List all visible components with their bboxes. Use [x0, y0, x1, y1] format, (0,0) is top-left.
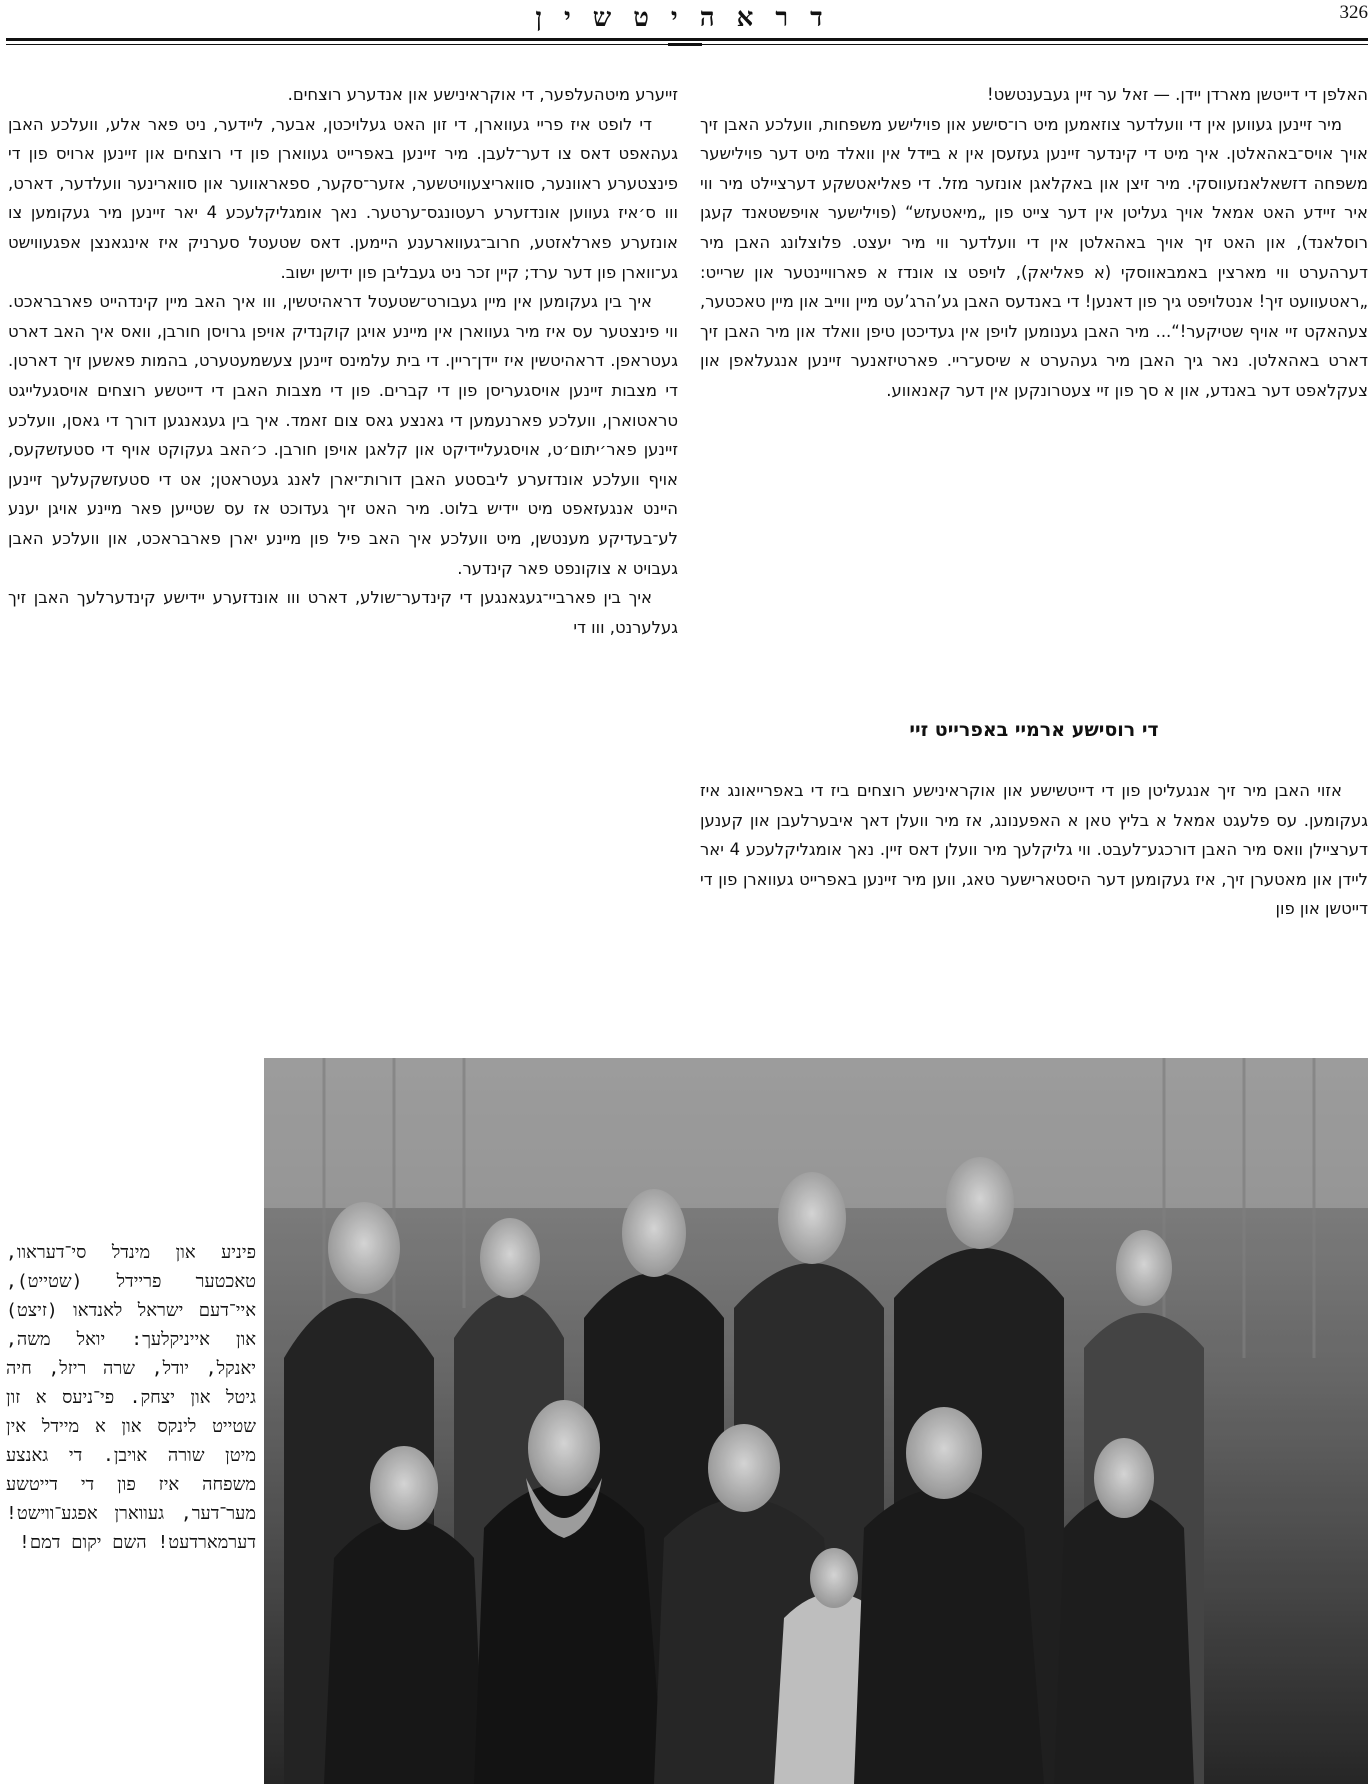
- paragraph: אזוי האבן מיר זיך אנגעליטן פון די דייטשישע און אוקראינישע רוצחים ביז די באפרייאונג איז געקומען. עס פלעגט אמאל א בליץ טאן א האפענונג, אז מיר וועלן דאך איבערלעבן און קענען דערציילן וואס מיר האבן דורכגע־לעבט. ווי גליקלעך מיר וועלן דאס זיין. נאך אומגליקלעכע 4 יאר ליידן און מאטערן זיך, איז געקומען דער היסטארישער טאג, ווען מיר זיינען באפרייט געווארן פון די דייטשן און פון: [700, 781, 1368, 919]
- running-title: דראהיטשין: [535, 3, 845, 33]
- left-column: [8, 80, 678, 1080]
- paragraph: איך בין געקומען אין מיין געבורט־שטעטל דראהיטשין, ווו איך האב מיין קינדהייט פארבראכט. ווי פינצטער עס איז מיר געווארן אין מיינע אויגן קוקנדיק אויפן גרויסן חורבן, וואס איך האב דארט געטראפן. דראהיטשין איז יידן־ריין. די בית עלמינס זיינען צעשמעטערט, בהמות פאשען זיך דארטן. די מצבות זיינען אויסגעריסן פון די קברים. פון די מצבות האבן די דייטשע רוצחים אויסגעלייגט טראטוארן, וועלכע פארנעמען די גאנצע גאס צום זאמד. איך בין געגאנגען דורך די גאסן, וועלכע זיינען פאר׳יתום׳ט, אויסגעליידיקט און קלאגן אויפן חורבן. כ׳האב געקוקט אויף די סטעזשקעס, אויף וועלכע אונדזערע ליבסטע האבן דורות־יארן לאנג געטראטן; אט די סטעזשקעלעך זיינען היינט אנגעזאפט מיט יידיש בלוט. מיר האט זיך געדוכט אז עס שטייען פאר מיינע אויגן יענע לע־בעדיקע מענטשן, מיט וועלכע איך האב פיל פון מיינע יארן פארבראכט, און וועלכע האבן געבויט א צוקונפט פאר קינדער.: [8, 292, 678, 578]
- section-heading: די רוסישע ארמיי באפרייט זיי: [909, 719, 1159, 741]
- page-number: 326: [1339, 2, 1368, 23]
- paragraph: איך בין פארביי־געגאנגען די קינדער־שולע, דארט ווו אונדזערע יידישע קינדערלעך האבן זיך געלערנט, ווו די: [8, 588, 678, 637]
- paragraph: זייערע מיטהעלפער, די אוקראינישע און אנדערע רוצחים.: [287, 85, 678, 104]
- photo-caption: פיניע און מינדל סי־דעראוו, טאכטער פריידל (שטייט), איי־דעם ישראל לאנדאו (זיצט) און אייניקלעך: יואל משה, יאנקל, יודל, שרה ריזל, חיה גיטל און יצחק. פי־ניעס א זון שטייט לינקס און א מיידל אין מיטן שורה אויבן. די גאנצע משפחה איז פון די דייטשע מער־דער, געווארן אפגע־ווישט! דערמארדעט! השם יקום דמם!: [6, 1242, 256, 1553]
- right-column-bottom: [700, 776, 1368, 1066]
- header-ornament: [668, 33, 702, 46]
- paragraph: די לופט איז פריי געווארן, די זון האט געלויכטן, אבער, ליידער, ניט פאר אלע, וועלכע האבן געהאפט דאס צו דער־לעבן. מיר זיינען באפרייט געווארן פון די רוצחים און זיינען ארויס פון די פינצטערע ראוונער, סוואריצעוויטשער, אזער־סקער, ספאראווער און סווארינער וועלדער, דארט, ווו ס׳איז געווען אונדזערע רעטונגס־ערטער. נאך אומגליקלעכע 4 יאר זיינען מיר געקומען צו אונזערע פארלאזטע, חרוב־געווארענע היימען. דאס שטעטל סערניק איז אינגאנצן אפגעווישט גע־ווארן פון דער ערד; קיין זכר ניט געבליבן פון ידישן ישוב.: [8, 114, 678, 282]
- paragraph: האלפן די דייטשן מארדן יידן. — זאל ער זיין געבענטשט!: [987, 85, 1368, 104]
- family-portrait-photo: [264, 1058, 1368, 1784]
- paragraph: מיר זיינען געווען אין די וועלדער צוזאמען מיט רו־סישע און פוילישע משפחות, וועלכע האבן זיך אויך אויס־באהאלטן. איך מיט די קינדער זיינען געזעסן אין א בײדל אין וואלד מיט דער פוילישער משפחה דזשאלאנזעווסקי. מיר זיצן און באקלאגן אונזער מזל. די פאליאטשקע דערציילט מיר ווי איר זיידע האט אמאל אויך געליטן אין דער צייט פון „מיאטעזש“ (פוילישער אויפשטאנד קעגן רוסלאנד), און האט זיך אויך באהאלטן אין די וועלדער ווי מיר יעצט. פלוצלונג האבן מיר דערהערט ווי מארצין באמבאווסקי (א פאליאק), לויפט צו אונדז א פארוויינטער און שרייט: „ראטעוועט זיך! אנטלויפט גיך פון דאנען! די באנדעס האבן גע’הרג’עט מיין ווייב און מיין טאכטער, צעהאקט זיי אויף שטיקער!“... מיר האבן גענומען לויפן אין געדיכטן טיפן וואלד און מיר האבן זיך דארט באהאלטן. נאר גיך האבן מיר געהערט א שיסע־ריי. פארטיזאנער זיינען אנגעלאפן און צעקלאפט דער באנדע, און א סך פון זיי צעטרונקען אין דער קאנאווע.: [700, 114, 1368, 400]
- right-column-top: [700, 80, 1368, 720]
